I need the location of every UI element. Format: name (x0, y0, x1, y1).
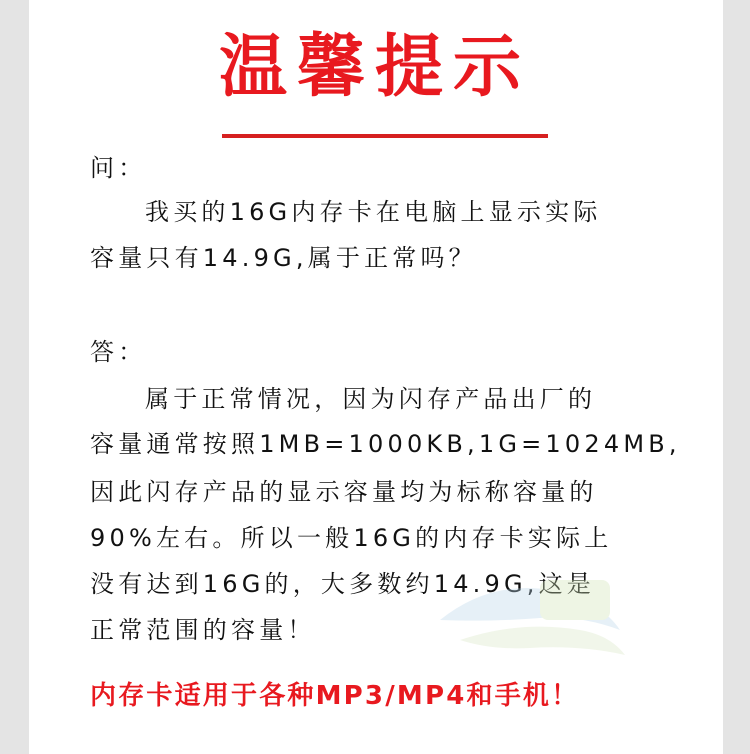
answer-line-5: 没有达到16G的，大多数约14.9G,这是 (90, 570, 595, 598)
answer-line-4: 90%左右。所以一般16G的内存卡实际上 (90, 524, 613, 552)
page-title: 温馨提示 (218, 28, 531, 107)
answer-line-3: 因此闪存产品的显示容量均为标称容量的 (90, 478, 598, 506)
answer-line-1: 属于正常情况，因为闪存产品出厂的 (145, 385, 597, 413)
footer-note: 内存卡适用于各种MP3/MP4和手机！ (90, 681, 580, 711)
answer-line-2: 容量通常按照1MB=1000KB,1G=1024MB, (90, 430, 681, 458)
answer-label: 答： (90, 338, 147, 366)
question-line-2: 容量只有14.9G,属于正常吗？ (90, 244, 477, 272)
answer-line-6: 正常范围的容量！ (90, 616, 316, 644)
question-line-1: 我买的16G内存卡在电脑上显示实际 (145, 198, 602, 226)
title-divider (222, 134, 548, 138)
question-label: 问： (90, 154, 147, 182)
watermark-logo (430, 560, 630, 670)
